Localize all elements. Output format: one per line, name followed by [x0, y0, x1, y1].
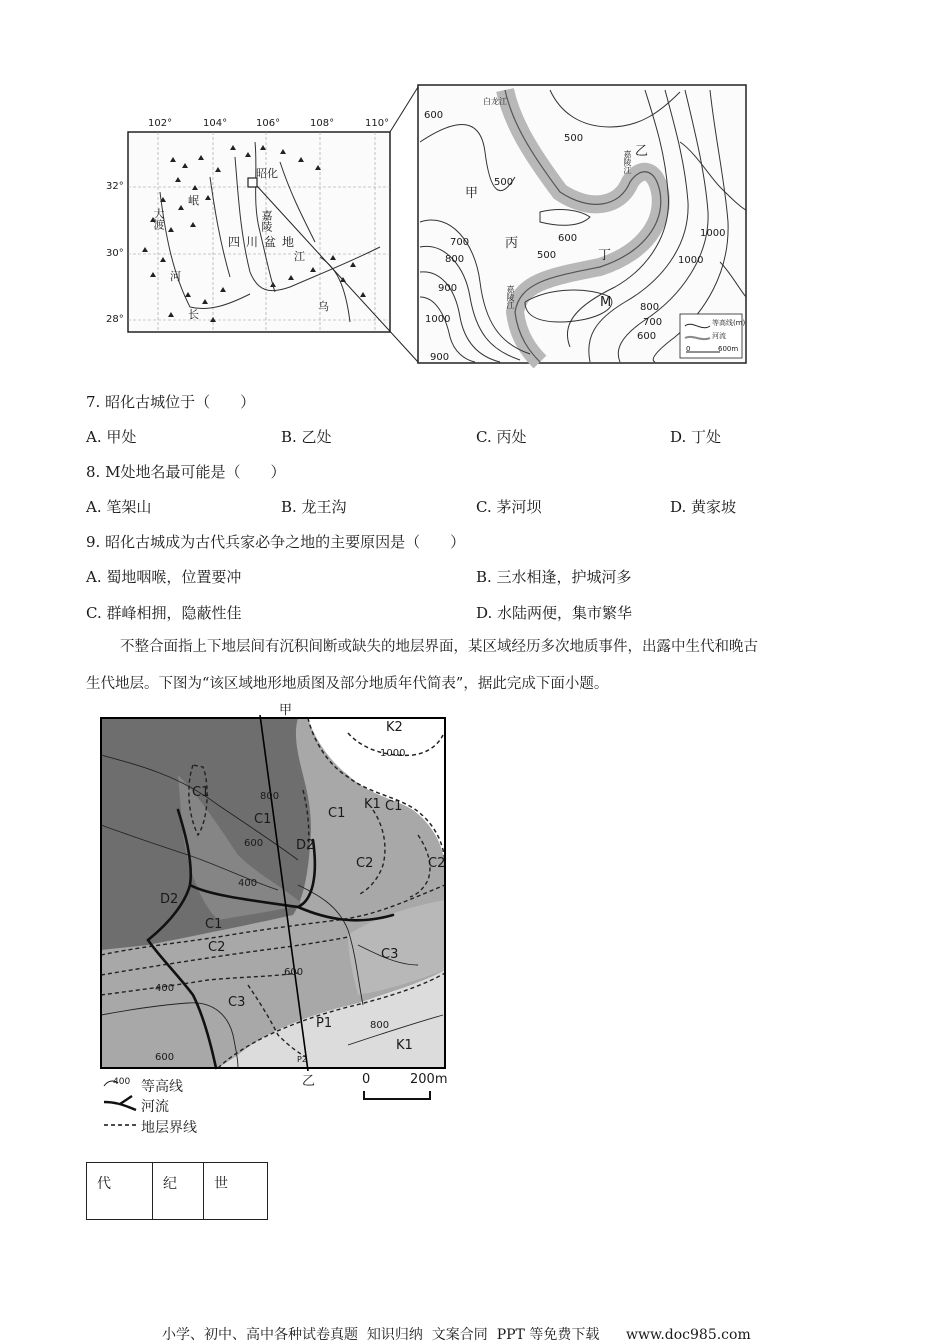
scale-value: 200m — [410, 1072, 448, 1087]
q8-option-c[interactable]: C. 茅河坝 — [476, 498, 542, 516]
q9-option-b[interactable]: B. 三水相逢，护城河多 — [476, 568, 632, 586]
place-ding: 丁 — [598, 248, 612, 263]
contour-label: 500 — [494, 177, 514, 188]
contour-800: 800 — [370, 1020, 390, 1031]
lon-tick: 110° — [365, 118, 390, 129]
profile-start-jia: 甲 — [279, 703, 293, 718]
place-bing: 丙 — [505, 236, 519, 251]
unit-c3: C3 — [381, 947, 399, 962]
table-header-epoch: 世 — [204, 1163, 268, 1220]
q8-option-a[interactable]: A. 笔架山 — [86, 498, 152, 516]
unit-p1: P1 — [316, 1016, 333, 1031]
question-8: 8. M处地名最可能是（ ） — [86, 463, 286, 481]
zhaohua-label: 昭化 — [256, 167, 278, 180]
unit-c1: C1 — [254, 812, 272, 827]
dadu-label: 大渡 — [152, 208, 165, 230]
q7-option-b[interactable]: B. 乙处 — [281, 428, 332, 446]
passage-line-2: 生代地层。下图为“该区域地形地质图及部分地质年代简表”，据此完成下面小题。 — [86, 676, 609, 692]
question-9: 9. 昭化古城成为古代兵家必争之地的主要原因是（ ） — [86, 533, 466, 551]
footer-text[interactable]: 小学、初中、高中各种试卷真题 知识归纳 文案合同 PPT 等免费下载 www.doc985.com — [162, 1327, 751, 1343]
he-label: 河 — [170, 270, 181, 283]
unit-d2: D2 — [160, 892, 179, 907]
lon-tick: 106° — [256, 118, 281, 129]
contour-label: 900 — [430, 352, 450, 363]
jiang-label: 江 — [294, 250, 305, 263]
contour-1000: 1000 — [380, 748, 406, 759]
river-label: 嘉陵江 — [623, 150, 632, 174]
contour-label: 800 — [445, 254, 465, 265]
unit-c1: C1 — [205, 917, 223, 932]
unit-d2: D2 — [296, 838, 315, 853]
table-header-era: 代 — [87, 1163, 153, 1220]
contour-label: 900 — [438, 283, 458, 294]
unit-c1: C1 — [328, 806, 346, 821]
contour-label: 500 — [564, 133, 584, 144]
place-m: M — [600, 295, 612, 310]
legend-river: 河流 — [141, 1099, 169, 1115]
jialing-label: 嘉陵 — [260, 210, 273, 232]
wu-label: 乌 — [318, 300, 329, 313]
lon-tick: 102° — [148, 118, 173, 129]
contour-label: 800 — [640, 302, 660, 313]
contour-label: 1000 — [678, 255, 704, 266]
min-label: 岷 — [188, 194, 199, 207]
q9-option-c[interactable]: C. 群峰相拥，隐蔽性佳 — [86, 604, 242, 622]
question-7: 7. 昭化古城位于（ ） — [86, 393, 256, 411]
lat-tick: 30° — [106, 248, 124, 259]
contour-600: 600 — [244, 838, 264, 849]
contour-label: 700 — [450, 237, 470, 248]
unit-k1: K1 — [396, 1038, 413, 1053]
contour-label: 700 — [643, 317, 663, 328]
legend-boundary: 地层界线 — [141, 1120, 197, 1136]
q7-option-c[interactable]: C. 丙处 — [476, 428, 527, 446]
legend-river: 河流 — [712, 332, 726, 340]
scale-bar — [362, 1089, 434, 1103]
contour-label: 600 — [424, 110, 444, 121]
legend-scale-zero: 0 — [686, 345, 691, 353]
contour-400: 400 — [238, 878, 258, 889]
profile-end-yi: 乙 — [302, 1074, 316, 1089]
place-yi: 乙 — [635, 144, 649, 159]
unit-k2: K2 — [386, 720, 403, 735]
unit-c2: C2 — [356, 856, 374, 871]
contour-label: 1000 — [425, 314, 451, 325]
contour-label: 600 — [558, 233, 578, 244]
river-label: 嘉陵江 — [506, 285, 515, 309]
legend-contour-number: 400 — [113, 1077, 131, 1087]
contour-600: 600 — [284, 967, 304, 978]
lon-tick: 108° — [310, 118, 335, 129]
q9-option-d[interactable]: D. 水陆两便，集市繁华 — [476, 604, 633, 622]
geologic-time-table — [86, 1162, 268, 1220]
contour-800: 800 — [260, 791, 280, 802]
passage-line-1: 不整合面指上下地层间有沉积间断或缺失的地层界面，某区域经历多次地质事件，出露中生代和晚古 — [120, 639, 758, 655]
lon-tick: 104° — [203, 118, 228, 129]
q7-option-d[interactable]: D. 丁处 — [670, 428, 722, 446]
unit-k1: K1 — [364, 797, 381, 812]
geological-map — [98, 715, 448, 1071]
table-header-period: 纪 — [153, 1163, 204, 1220]
unit-c2: C2 — [428, 856, 446, 871]
contour-label: 1000 — [700, 228, 726, 239]
contour-label: 500 — [537, 250, 557, 261]
q8-option-b[interactable]: B. 龙王沟 — [281, 498, 347, 516]
legend-contour: 等高线 — [141, 1079, 183, 1095]
chang-label: 长 — [188, 308, 199, 321]
unit-p2: P2 — [297, 1055, 307, 1064]
q8-option-d[interactable]: D. 黄家坡 — [670, 498, 737, 516]
unit-c2: C2 — [208, 940, 226, 955]
unit-c1: C1 — [192, 785, 210, 800]
sichuan-basin-label: 四川盆地 — [228, 235, 301, 249]
legend-contour: 等高线(m) — [712, 319, 746, 327]
q7-option-a[interactable]: A. 甲处 — [86, 428, 137, 446]
scale-zero: 0 — [362, 1072, 371, 1087]
lat-tick: 32° — [106, 181, 124, 192]
legend-scale: 600m — [718, 345, 739, 353]
contour-label: 600 — [637, 331, 657, 342]
unit-c3: C3 — [228, 995, 246, 1010]
contour-400: 400 — [155, 983, 175, 994]
lat-tick: 28° — [106, 314, 124, 325]
unit-c1: C1 — [385, 799, 403, 814]
q9-option-a[interactable]: A. 蜀地咽喉，位置要冲 — [86, 568, 242, 586]
river-label: 白龙江 — [483, 97, 507, 106]
contour-600: 600 — [155, 1052, 175, 1063]
place-jia: 甲 — [465, 186, 479, 201]
